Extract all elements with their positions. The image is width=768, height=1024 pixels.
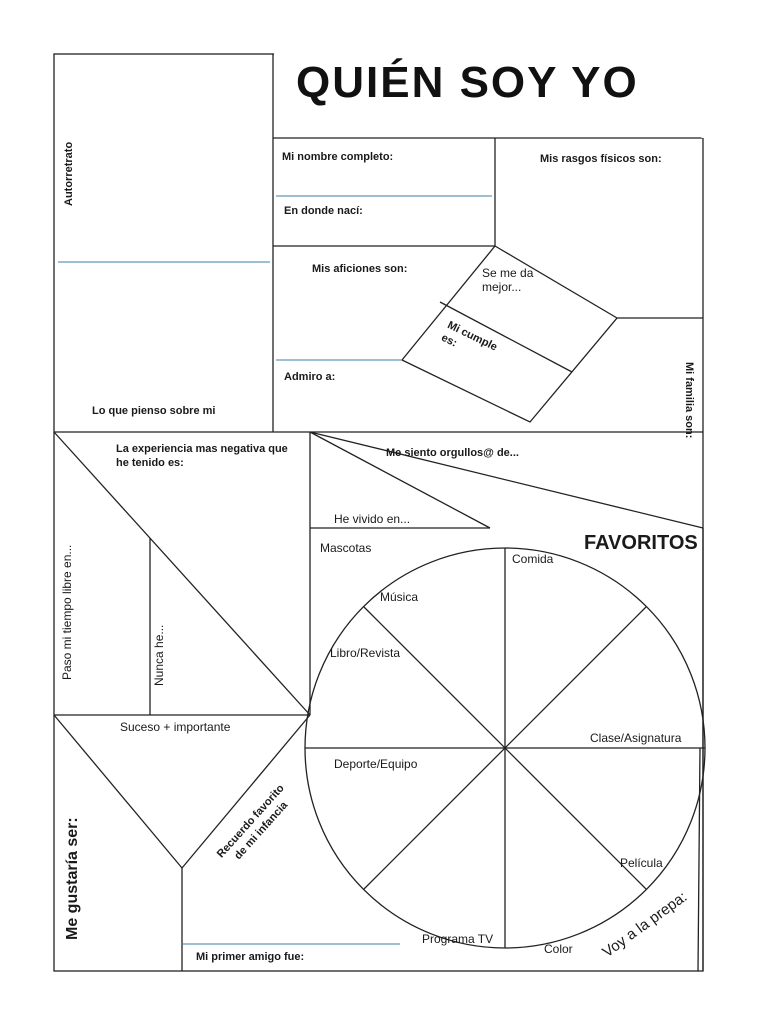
he-vivido-label: He vivido en... [334, 512, 411, 526]
mi-cumple-label: Mi cumple es: [439, 319, 500, 354]
orgulloso-label: Me siento orgullos@ de... [386, 447, 519, 459]
fav-color: Color [544, 942, 573, 956]
lo-que-pienso-label: Lo que pienso sobre mi [92, 405, 216, 417]
fav-clase: Clase/Asignatura [590, 731, 682, 745]
favorites-title: FAVORITOS [584, 532, 698, 554]
aficiones-label: Mis aficiones son: [312, 263, 408, 275]
nombre-completo-label: Mi nombre completo: [282, 151, 394, 163]
nunca-he-label: Nunca he... [152, 624, 166, 686]
mi-familia-label: Mi familia son: [683, 362, 695, 439]
fav-musica: Música [380, 590, 419, 604]
suceso-label: Suceso + importante [120, 720, 231, 734]
fav-programa: Programa TV [422, 932, 494, 946]
voy-prepa-label: Voy a la prepa: [599, 888, 691, 961]
rasgos-fisicos-label: Mis rasgos físicos son: [540, 153, 662, 165]
fav-deporte: Deporte/Equipo [334, 757, 418, 771]
autorretrato-label: Autorretrato [63, 141, 75, 206]
experiencia-negativa-label: La experiencia mas negativa que he tenido es: [116, 443, 288, 469]
paso-tiempo-label: Paso mi tiempo libre en... [60, 544, 74, 680]
donde-naci-label: En donde nací: [284, 205, 363, 217]
me-gustaria-label: Me gustaría ser: [64, 817, 81, 940]
page-title: QUIÉN SOY YO [296, 58, 639, 107]
se-me-da-mejor-label: Se me da mejor... [482, 266, 534, 294]
recuerdo-label: Recuerdo favorito de mi infancia [214, 782, 291, 862]
fav-comida: Comida [512, 552, 554, 566]
admiro-a-label: Admiro a: [284, 371, 336, 383]
fav-pelicula: Película [620, 856, 663, 870]
fav-mascotas: Mascotas [320, 541, 372, 555]
fav-libro: Libro/Revista [330, 646, 401, 660]
primer-amigo-label: Mi primer amigo fue: [196, 951, 305, 963]
